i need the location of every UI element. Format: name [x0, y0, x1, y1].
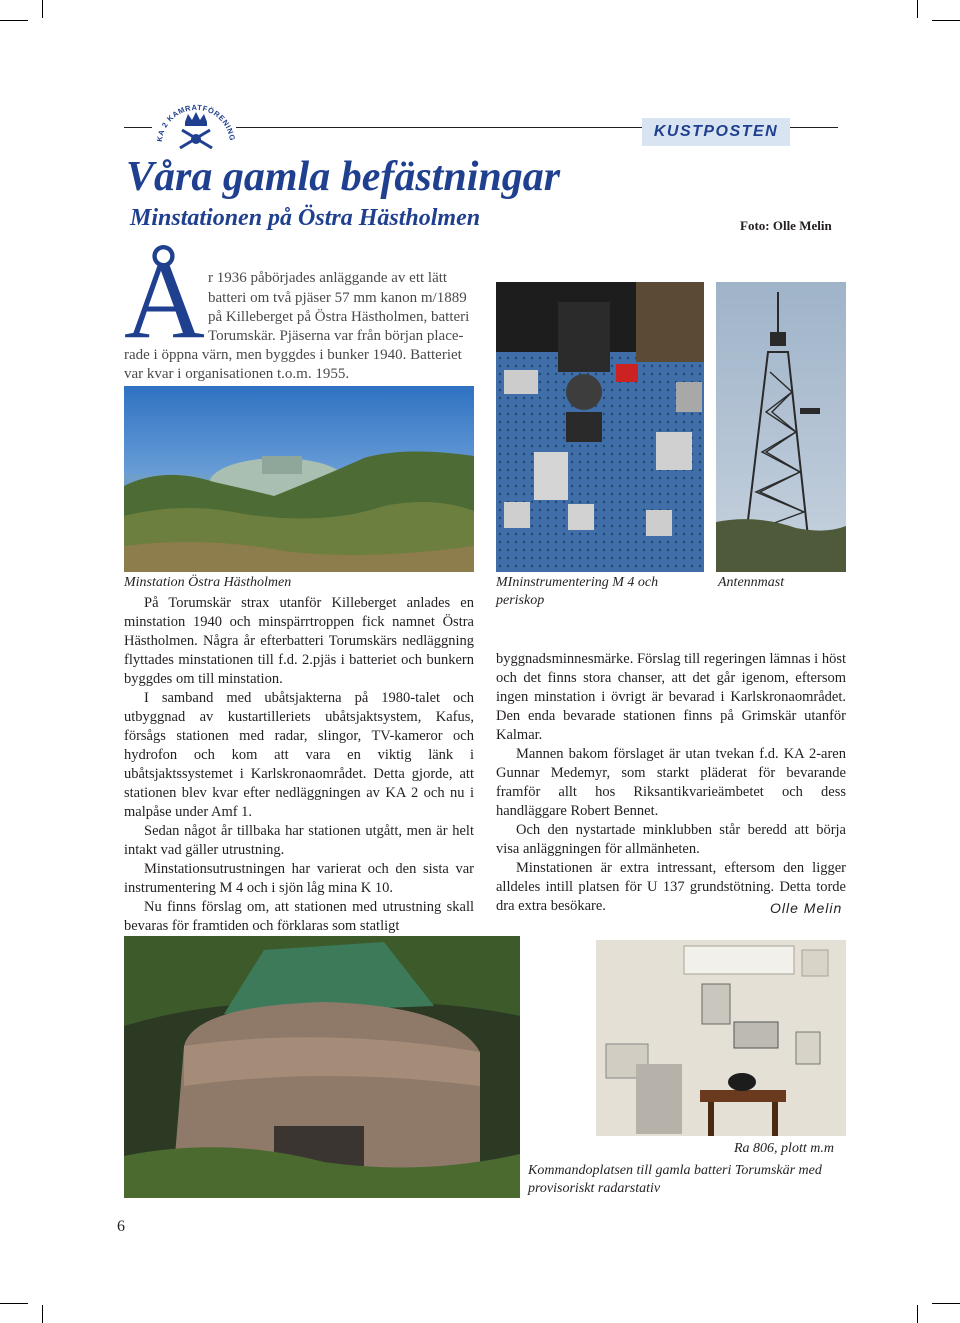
association-logo — [152, 92, 240, 162]
intro-line: r 1936 påbörjades anläggande av ett lätt — [208, 270, 448, 286]
crop-mark — [0, 20, 28, 21]
drop-cap: Å — [124, 238, 205, 362]
photo-antenna-mast — [716, 282, 846, 572]
intro-line: Torumskär. Pjäserna var från början place- — [208, 328, 464, 344]
crop-mark — [917, 1305, 918, 1323]
caption-photo5: Kommandoplatsen till gamla batteri Torumskär med provisoriskt radarstativ — [528, 1163, 822, 1196]
header-rule — [236, 127, 642, 128]
paragraph: byggnadsminnesmärke. Förslag till regeringen lämnas i höst och det finns stora chanser, att det går igenom, eftersom ingen minstation i övrigt är bevarad i Karlskronaområdet. Den enda bevarade stationen finns på Grimskär utanför Kalmar. — [496, 651, 846, 743]
photo-minstation — [124, 386, 474, 572]
crop-mark — [917, 0, 918, 18]
paragraph: I samband med ubåtsjakterna på 1980-talet och utbyggnad av kustartilleriets ubåtsjaktsystem, Kafus, försågs stationen med radar, slingor, TV-kameror och hydrofon och kom att vara en viktig länk i ubåtsjaktssystemet i Karlskronaområdet. Detta gjorde, att stationen blev kvar efter nedläggningen av KA 2 och nu i malpåse under Amf 1. — [124, 690, 474, 820]
photo-bunker — [124, 936, 520, 1198]
header-rule — [790, 127, 838, 128]
paragraph: På Torumskär strax utanför Killeberget anlades en minstation 1940 och minspärrtroppen fick namnet Östra Hästholmen. Några år efterbatteri Torumskärs nedläggning flyttades minstationen till f.d. 2.pjäs i batteriet och bunkern byggdes om till minstation. — [124, 595, 474, 687]
intro-line: batteri om två pjäser 57 mm kanon m/1889 — [208, 290, 467, 306]
paragraph: Minstationen är extra intressant, eftersom den ligger alldeles intill platsen för U 137 grundstötning. Detta torde dra extra besökare. — [496, 860, 846, 914]
article-title: Våra gamla befästningar — [126, 154, 561, 200]
crop-mark — [932, 20, 960, 21]
intro-line: på Killeberget på Östra Hästholmen, batteri — [208, 309, 470, 325]
paragraph: Och den nystartade minklubben står beredd att börja visa anläggningen för allmänheten. — [496, 822, 846, 857]
caption-photo5-ref: Ra 806, plott m.m — [734, 1141, 834, 1156]
paragraph: Sedan något år tillbaka har stationen utgått, men är helt intakt vad gäller utrustning. — [124, 823, 474, 858]
caption-photo1: Minstation Östra Hästholmen — [124, 575, 292, 590]
paragraph: Minstationsutrustningen har varierat och den sista var instrumentering M 4 och i sjön låg mina K 10. — [124, 861, 474, 896]
body-column-right — [496, 650, 846, 916]
intro-line: rade i öppna värn, men byggdes i bunker 1940. Batteriet — [124, 347, 462, 363]
page-number: 6 — [117, 1218, 125, 1235]
crop-mark — [932, 1303, 960, 1304]
logo-text: KA 2 KAMRATFÖRENING — [154, 102, 237, 143]
header-rule — [124, 127, 152, 128]
crop-mark — [42, 1305, 43, 1323]
body-column-left — [124, 594, 474, 936]
paragraph: Mannen bakom förslaget är utan tvekan f.d. KA 2-aren Gunnar Medemyr, som starkt pläderat för bevarande framför allt hos Riksantikvarieämbetet och dess handläggare Robert Bennet. — [496, 746, 846, 819]
caption-photo2: MIninstrumentering M 4 och periskop — [496, 575, 659, 608]
crop-mark — [0, 1303, 28, 1304]
crop-mark — [42, 0, 43, 18]
photo-instrumentation — [496, 282, 704, 572]
article-subtitle: Minstationen på Östra Hästholmen — [130, 205, 481, 231]
author-signature: Olle Melin — [770, 900, 843, 916]
paragraph: Nu finns förslag om, att stationen med utrustning skall bevaras för framtiden och förklaras som statligt — [124, 899, 474, 934]
photo-credit: Foto: Olle Melin — [740, 218, 832, 233]
magazine-name: KUSTPOSTEN — [642, 118, 790, 146]
intro-line: var kvar i organisationen t.o.m. 1955. — [124, 366, 350, 382]
caption-photo3: Antennmast — [718, 575, 785, 590]
photo-command-post — [596, 940, 846, 1136]
